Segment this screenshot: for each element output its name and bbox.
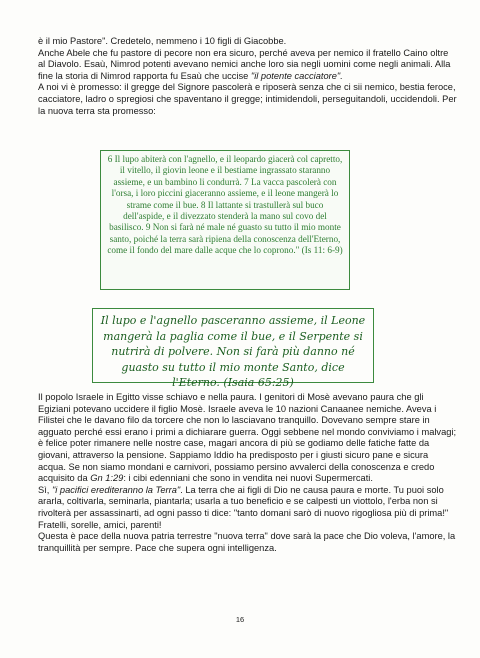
paragraph-israel-text: Il popolo Israele in Egitto visse schiavo e nella paura. I genitori di Mosè avevano paura che gli Egiziani potevano uccidere il figlio Mosè. Israele aveva le 10 nazioni Canaanee nemiche. Aveva i Filistei che le davano filo da torcere che non lo lasciavano tranquillo. Dovevano sempre stare in agguato perché essi erano i primi a dichiarare guerra. Oggi sebbene nel mondo conviviamo i malvagi; è felice poter rimanere nelle nostre case, magari ancora di più se godiamo delle fatiche fatte da giovani, attraverso la pensione. Sappiamo Iddio ha predisposto per i giusti sicuro pane e sicura acqua. Se non siamo mondani e carnivori, possiamo persino avvalerci della conoscenza e credo acquisito da	[38, 392, 457, 484]
lower-text-block	[38, 392, 458, 554]
paragraph-pacifici-quote: "i pacifici erediteranno la Terra"	[51, 484, 181, 495]
paragraph-2	[38, 48, 458, 83]
paragraph-1: è il mio Pastore". Credetelo, nemmeno i 10 figli di Giacobbe.	[38, 36, 287, 46]
paragraph-pacifici	[38, 485, 458, 520]
isaiah-65-quote-box	[92, 308, 374, 390]
paragraph-pacifici-start: Sì,	[38, 484, 50, 495]
page-number: 16	[235, 615, 245, 624]
genesis-reference: Gn 1:29	[90, 473, 124, 484]
paragraph-pacifici-rest: . La terra che ai figli di Dio ne causa paura e morte. Tu puoi solo ararla, coltivarla, seminarla, piantarla; usarla a tuo beneficio e se calpesti un viottolo, l'erba non si rivolterà per assassinarti, ad ogni passo ti dice: "tanto domani sarò di nuovo rigogliosa più di prima!"	[38, 484, 449, 518]
paragraph-israel-tail: : i cibi edenniani che sono in vendita nei nuovi Supermercati.	[123, 473, 373, 484]
isaiah-11-quote-box	[100, 150, 350, 290]
paragraph-pace: Questa è pace della nuova patria terrestre "nuova terra" dove sarà la pace che Dio voleva, l'amore, la tranquillità per sempre. Pace che supera ogni intelligenza.	[38, 531, 456, 553]
top-text-block	[38, 36, 458, 117]
paragraph-fratelli: Fratelli, sorelle, amici, parenti!	[38, 519, 162, 530]
isaiah-11-quote-text: 6 Il lupo abiterà con l'agnello, e il leopardo giacerà col capretto, il vitello, il giovin leone e il bestiame ingrassato staranno assieme, e un bambino li condurrà. 7 La vacca pascolerà con l'orsa, i loro piccini giaceranno assieme, e il leone mangerà lo strame come il bue. 8 Il lattante si trastullerà sul buco dell'aspide, e il divezzato stenderà la mano sul covo del basilisco. 9 Non si farà né male né guasto su tutto il mio monte santo, poiché la terra sarà ripiena della conoscenza dell'Eterno, come il fondo del mare dalle acque che lo coprono." (Is 11: 6-9)	[107, 154, 343, 256]
paragraph-2-quote: "il potente cacciatore".	[250, 70, 343, 81]
paragraph-2-text: Anche Abele che fu pastore di pecore non era sicuro, perché aveva per nemico il fratello Caino oltre al Diavolo. Esaù, Nimrod potenti avevano nemici anche loro sia negli uomini come negli animali. Alla fine la storia di Nimrod rapporta fu Esaù che uccise	[38, 47, 451, 81]
isaiah-65-quote-text: Il lupo e l'agnello pasceranno assieme, il Leone mangerà la paglia come il bue, e il Serpente si nutrirà di polvere. Non si farà più danno né guasto su tutto il mio monte Santo, dice l'Eterno. (Isaia 65:25)	[100, 314, 366, 390]
paragraph-3: A noi vi è promesso: il gregge del Signore pascolerà e riposerà senza che ci sii nemico, bestia feroce, cacciatore, ladro o spregiosi che spaventano il gregge; intimidendoli, perseguitandoli, uccidendoli. Per la nuova terra sta promesso:	[38, 82, 457, 116]
paragraph-israel	[38, 392, 458, 485]
